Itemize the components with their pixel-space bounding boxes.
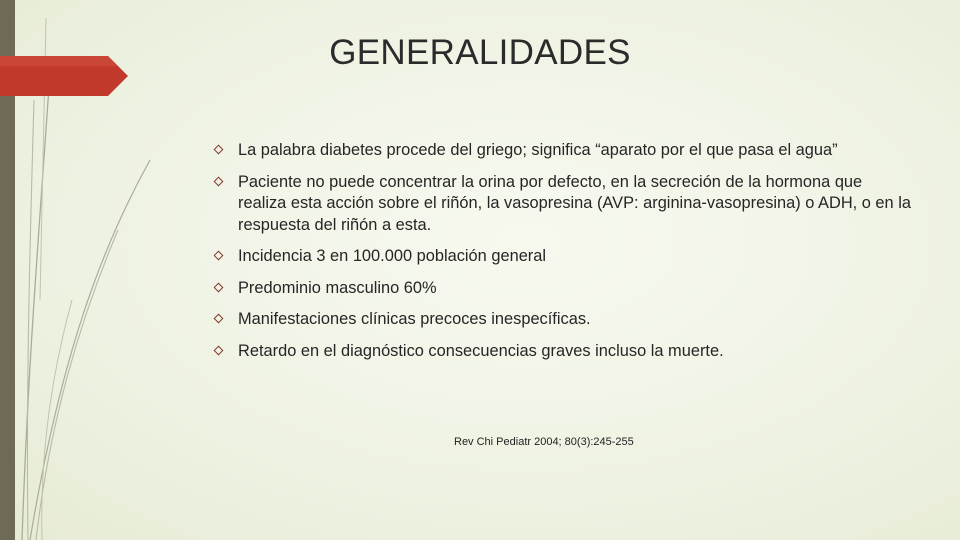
bullet-item: [214, 341, 914, 363]
bullet-item: [214, 278, 914, 300]
accent-tab: [0, 56, 128, 96]
bullet-text: La palabra diabetes procede del griego; significa “aparato por el que pasa el agua”: [238, 141, 838, 159]
diamond-bullet-icon: [214, 282, 224, 292]
bullet-text: Paciente no puede concentrar la orina por defecto, en la secreción de la hormona que realiza esta acción sobre el riñón, la vasopresina (AVP: arginina-vasopresina) o ADH, o en la respuesta del riñón a esta.: [238, 172, 911, 234]
bullet-item: [214, 309, 914, 331]
citation: Rev Chi Pediatr 2004; 80(3):245-255: [454, 436, 634, 448]
bullet-text: Incidencia 3 en 100.000 población general: [238, 247, 547, 265]
bullet-text: Retardo en el diagnóstico consecuencias graves incluso la muerte.: [238, 341, 724, 360]
diamond-bullet-icon: [214, 251, 224, 261]
diamond-bullet-icon: [214, 314, 224, 324]
bullet-item: [214, 140, 914, 162]
bullet-item: [214, 172, 914, 237]
bullet-text: Predominio masculino 60%: [238, 278, 437, 297]
bullet-item: [214, 246, 914, 268]
slide-title: GENERALIDADES: [329, 33, 631, 72]
bullet-text: Manifestaciones clínicas precoces inespecíficas.: [238, 310, 591, 328]
diamond-bullet-icon: [214, 176, 224, 186]
diamond-bullet-icon: [214, 145, 224, 155]
diamond-bullet-icon: [214, 345, 224, 355]
bullet-list: [214, 140, 914, 362]
